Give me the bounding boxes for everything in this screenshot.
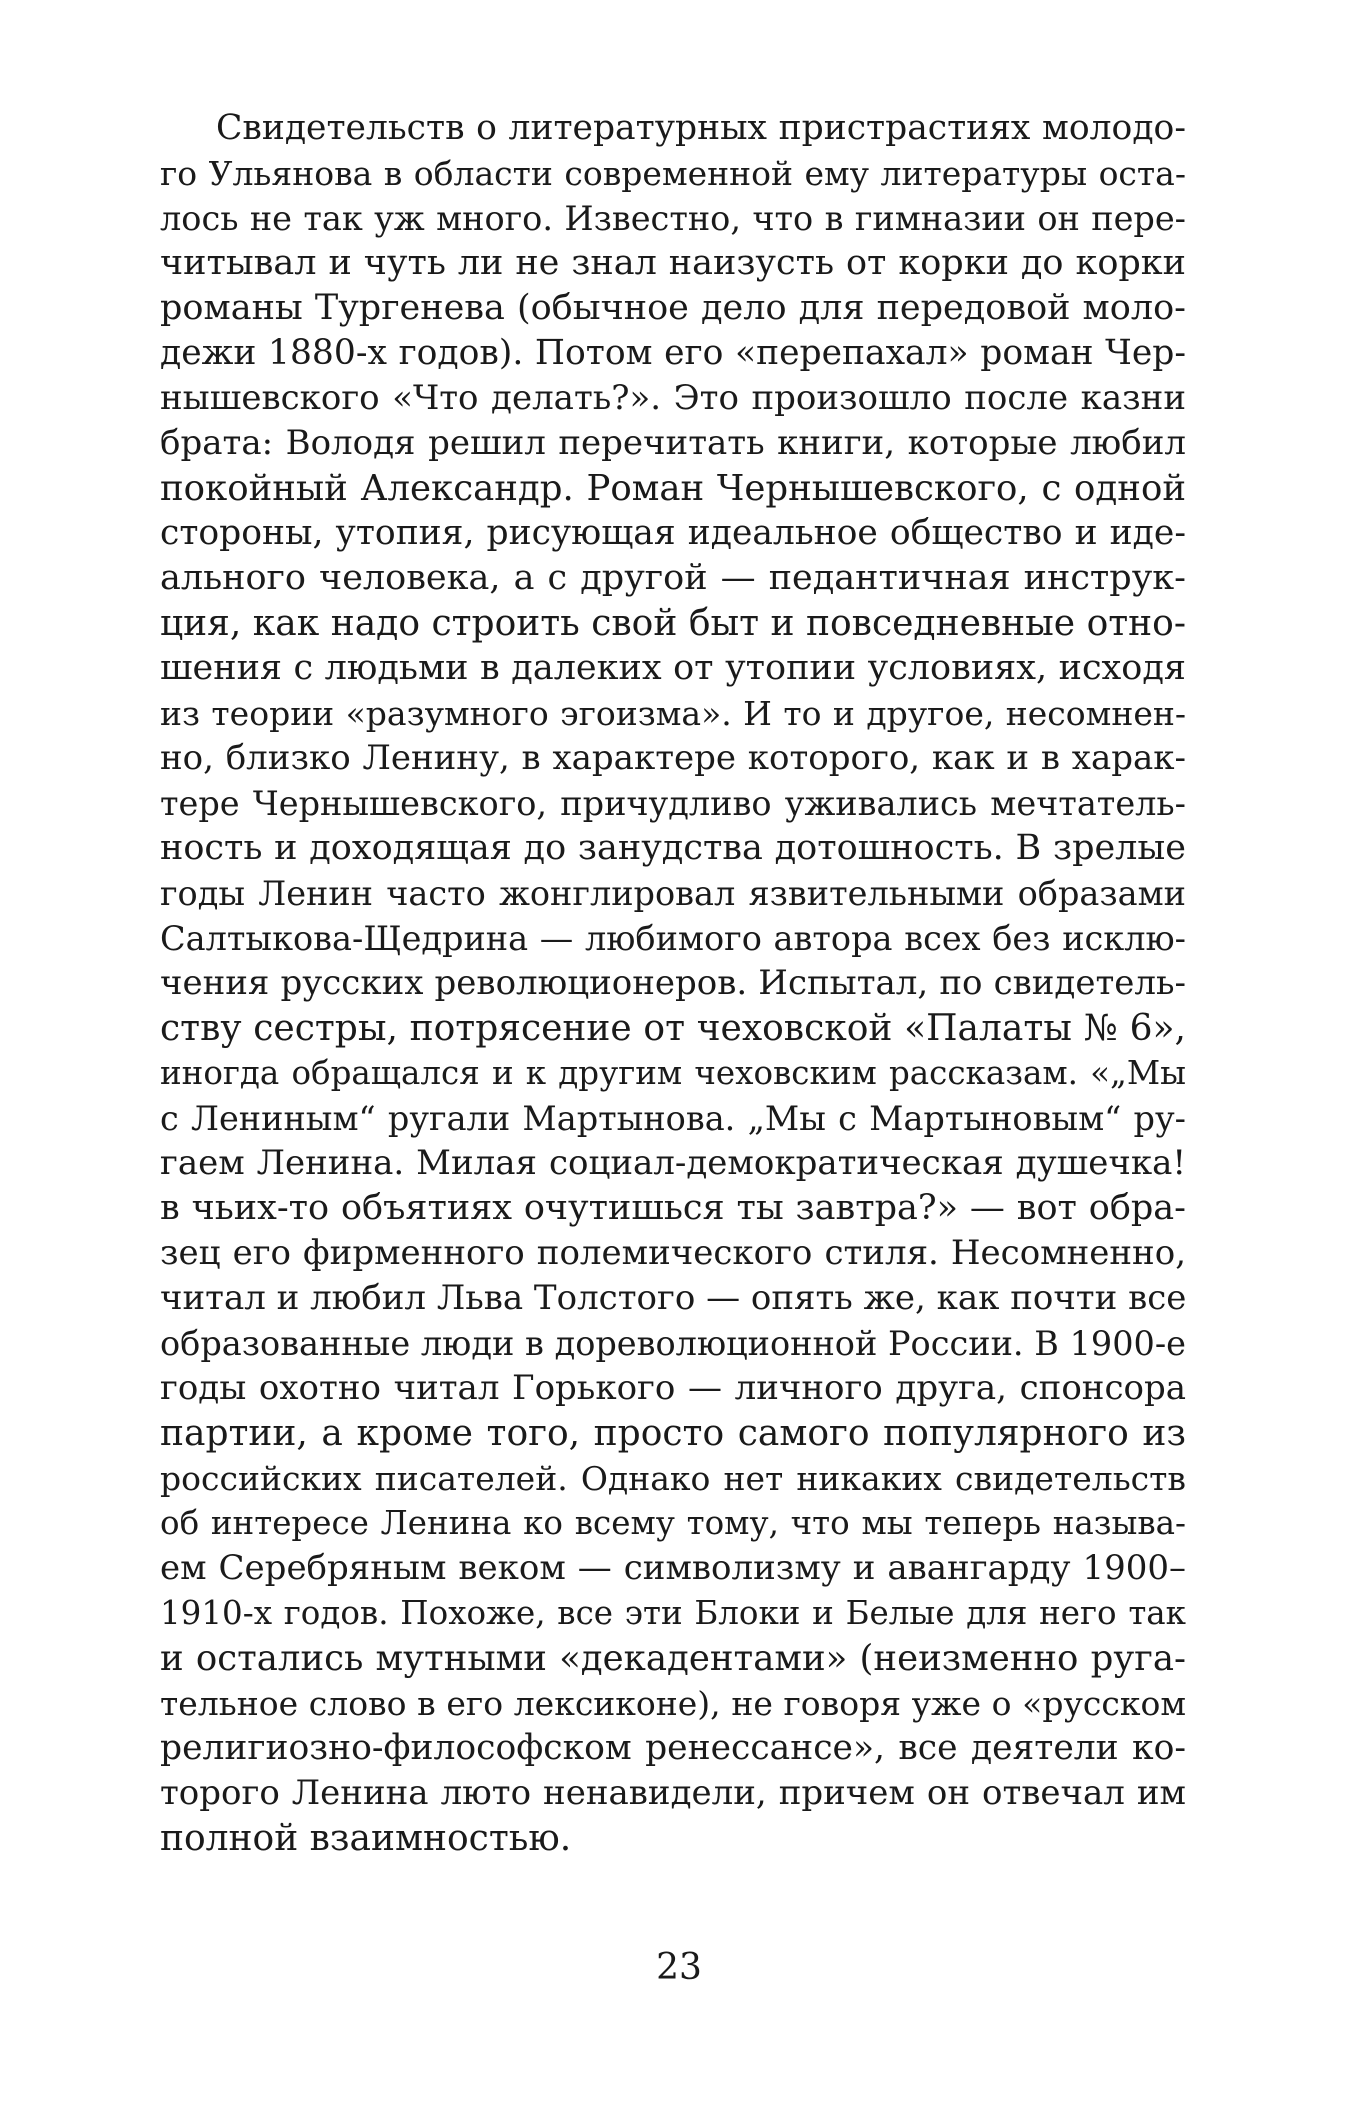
text-line: шения с людьми в далеких от утопии условиях, исходя: [160, 648, 1186, 688]
text-line: гаем Ленина. Милая социал-демократическая душечка!: [160, 1143, 1186, 1183]
text-line: иногда обращался и к другим чеховским рассказам. «„Мы: [160, 1054, 1186, 1092]
text-line: ция, как надо строить свой быт и повседневные отно-: [160, 603, 1186, 644]
text-line: годы охотно читал Горького — личного друга, спонсора: [160, 1368, 1186, 1408]
text-line: религиозно-философском ренессансе», все деятели ко-: [160, 1728, 1186, 1768]
text-line: полной взаимностью.: [160, 1818, 572, 1859]
text-line: об интересе Ленина ко всему тому, что мы теперь называ-: [160, 1504, 1186, 1542]
text-line: стороны, утопия, рисующая идеальное общество и иде-: [160, 513, 1186, 553]
text-line: Свидетельств о литературных пристрастиях молодо-: [216, 108, 1186, 148]
page-number: 23: [656, 1947, 702, 1988]
text-line: брата: Володя решил перечитать книги, которые любил: [160, 423, 1186, 463]
text-line: лось не так уж много. Известно, что в гимназии он пере-: [160, 199, 1186, 238]
text-line: романы Тургенева (обычное дело для передовой моло-: [160, 288, 1186, 328]
text-line: чения русских революционеров. Испытал, по свидетель-: [160, 963, 1186, 1003]
text-line: партии, а кроме того, просто самого популярного из: [160, 1413, 1186, 1454]
text-line: годы Ленин часто жонглировал язвительными образами: [160, 874, 1186, 913]
text-line: российских писателей. Однако нет никаких свидетельств: [160, 1459, 1186, 1498]
text-line: в чьих-то объятиях очутишься ты завтра?» — вот обра-: [160, 1188, 1186, 1228]
text-line: нышевского «Что делать?». Это произошло после казни: [160, 378, 1186, 418]
text-line: из теории «разумного эгоизма». И то и другое, несомнен-: [160, 694, 1186, 733]
text-line: ность и доходящая до занудства дотошность. В зрелые: [160, 828, 1186, 868]
text-line: зец его фирменного полемического стиля. Несомненно,: [160, 1233, 1186, 1273]
text-line: ем Серебряным веком — символизму и авангарду 1900–: [160, 1548, 1186, 1588]
text-line: читал и любил Льва Толстого — опять же, как почти все: [160, 1278, 1186, 1318]
text-line: тельное слово в его лексиконе), не говоря уже о «русском: [160, 1684, 1186, 1723]
text-line: образованные люди в дореволюционной России. В 1900-е: [160, 1324, 1186, 1363]
text-line: го Ульянова в области современной ему литературы оста-: [160, 154, 1186, 193]
text-line: ального человека, а с другой — педантичная инструк-: [160, 558, 1186, 598]
text-line: торого Ленина люто ненавидели, причем он отвечал им: [160, 1773, 1186, 1813]
text-line: тере Чернышевского, причудливо уживались мечтатель-: [160, 784, 1186, 823]
text-line: и остались мутными «декадентами» (неизменно руга-: [160, 1638, 1186, 1679]
text-line: ству сестры, потрясение от чеховской «Палаты № 6»,: [160, 1008, 1186, 1049]
text-line: но, близко Ленину, в характере которого, как и в харак-: [160, 738, 1186, 778]
text-line: с Лениным“ ругали Мартынова. „Мы с Мартыновым“ ру-: [160, 1099, 1186, 1138]
body-paragraph: [160, 106, 1186, 1861]
text-line: дежи 1880-х годов). Потом его «перепахал» роман Чер-: [160, 333, 1186, 373]
text-line: 1910-х годов. Похоже, все эти Блоки и Белые для него так: [160, 1594, 1186, 1632]
text-line: Салтыкова-Щедрина — любимого автора всех без исклю-: [160, 919, 1186, 958]
text-line: читывал и чуть ли не знал наизусть от корки до корки: [160, 243, 1186, 283]
text-line: покойный Александр. Роман Чернышевского, с одной: [160, 468, 1186, 509]
